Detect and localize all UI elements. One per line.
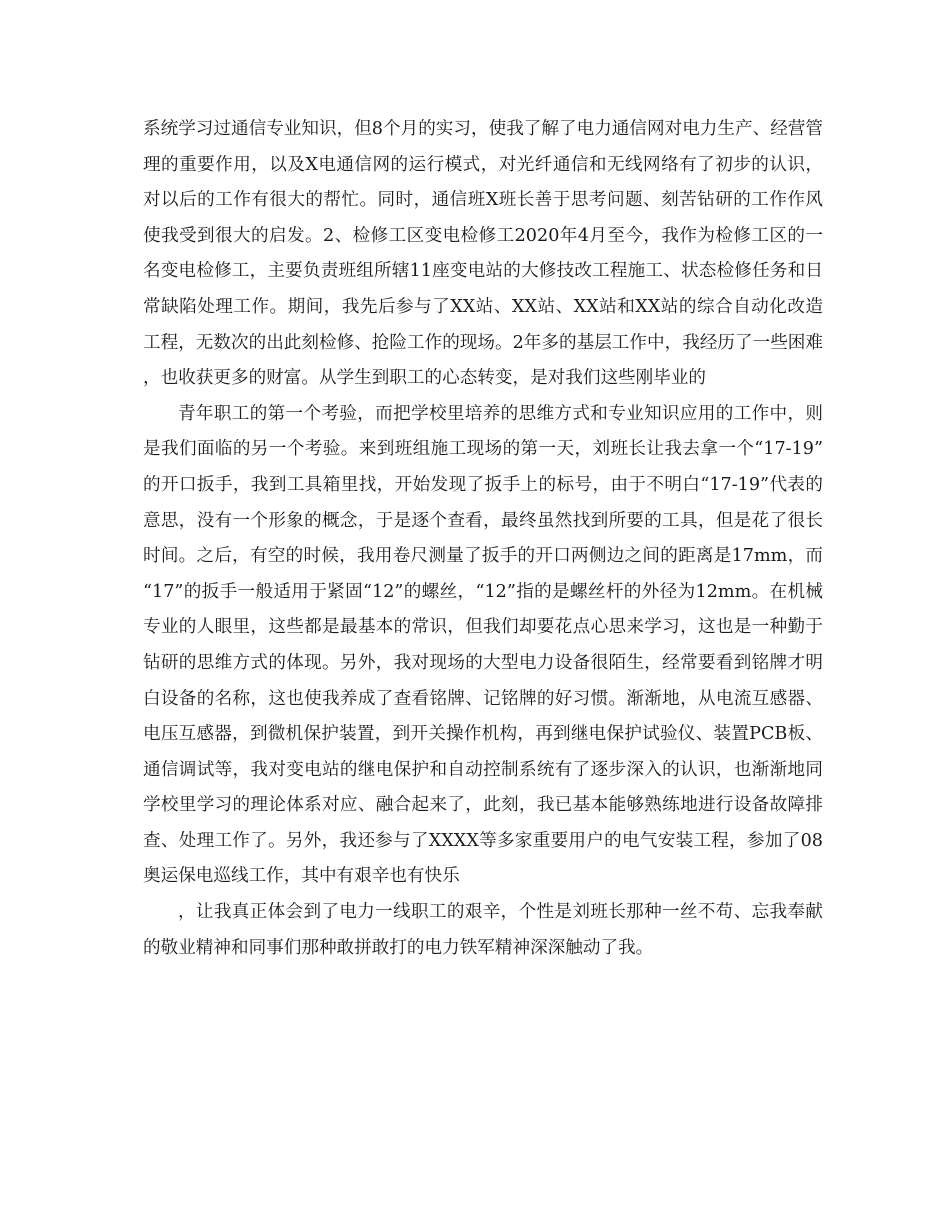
document-body [143,112,823,966]
paragraph-2: 青年职工的第一个考验，而把学校里培养的思维方式和专业知识应用的工作中，则是我们面临的另一个考验。来到班组施工现场的第一天，刘班长让我去拿一个“17-19”的开口扳手，我到工具箱里找，开始发现了扳手上的标号，由于不明白“17-19”代表的意思，没有一个形象的概念，于是逐个查看，最终虽然找到所要的工具，但是花了很长时间。之后，有空的时候，我用卷尺测量了扳手的开口两侧边之间的距离是17mm，而“17”的扳手一般适用于紧固“12”的螺丝，“12”指的是螺丝杆的外径为12mm。在机械专业的人眼里，这些都是最基本的常识，但我们却要花点心思来学习，这也是一种勤于钻研的思维方式的体现。另外，我对现场的大型电力设备很陌生，经常要看到铭牌才明白设备的名称，这也使我养成了查看铭牌、记铭牌的好习惯。渐渐地，从电流互感器、电压互感器，到微机保护装置，到开关操作机构，再到继电保护试验仪、装置PCB板、通信调试等，我对变电站的继电保护和自动控制系统有了逐步深入的认识，也渐渐地同学校里学习的理论体系对应、融合起来了，此刻，我已基本能够熟练地进行设备故障排查、处理工作了。另外，我还参与了XXXX等多家重要用户的电气安装工程，参加了08奥运保电巡线工作，其中有艰辛也有快乐 [143,403,823,887]
paragraph-3: ，让我真正体会到了电力一线职工的艰辛，个性是刘班长那种一丝不苟、忘我奉献的敬业精神和同事们那种敢拼敢打的电力铁军精神深深触动了我。 [143,902,823,958]
paragraph-1: 系统学习过通信专业知识，但8个月的实习，使我了解了电力通信网对电力生产、经营管理的重要作用，以及X电通信网的运行模式，对光纤通信和无线网络有了初步的认识，对以后的工作有很大的帮忙。同时，通信班X班长善于思考问题、刻苦钻研的工作作风使我受到很大的启发。2、检修工区变电检修工2020年4月至今，我作为检修工区的一名变电检修工，主要负责班组所辖11座变电站的大修技改工程施工、状态检修任务和日常缺陷处理工作。期间，我先后参与了XX站、XX站、XX站和XX站的综合自动化改造工程，无数次的出此刻检修、抢险工作的现场。2年多的基层工作中，我经历了一些困难，也收获更多的财富。从学生到职工的心态转变，是对我们这些刚毕业的 [143,119,823,389]
